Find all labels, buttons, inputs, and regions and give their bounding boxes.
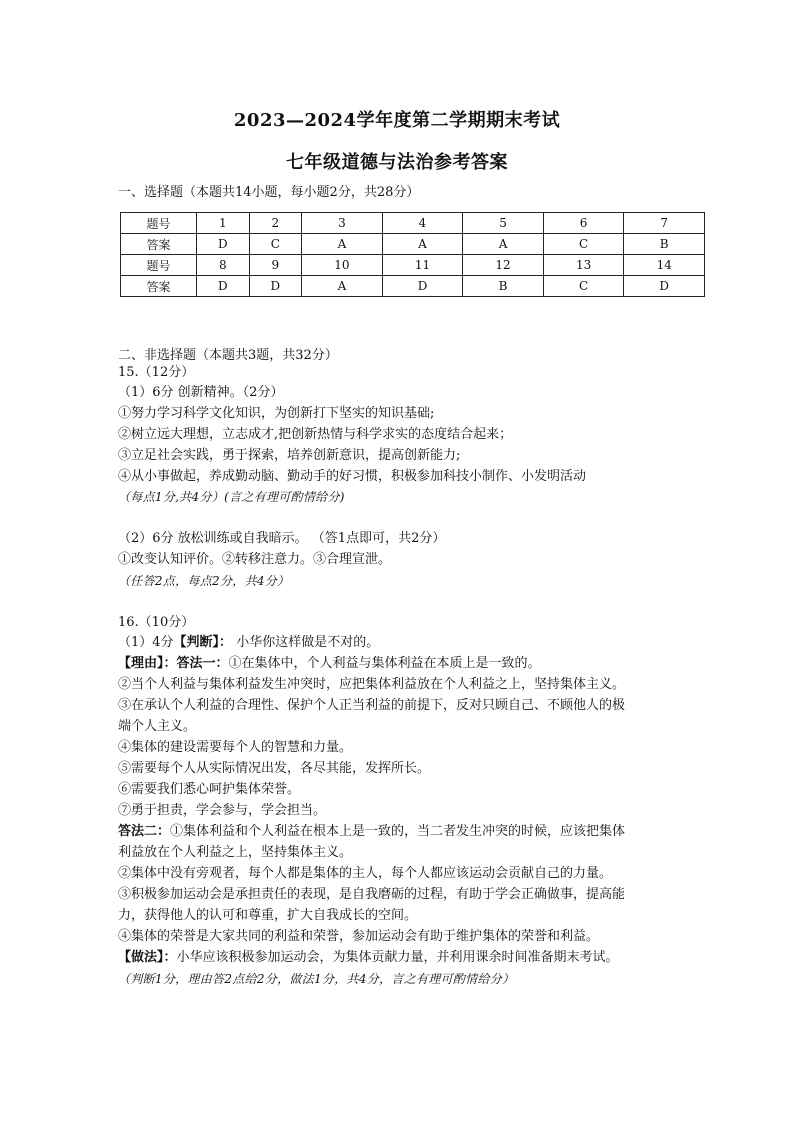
q16-way2-item: ③积极参加运动会是承担责任的表现，是自我磨砺的过程，有助于学会正确做事，提高能 [118, 887, 626, 902]
question-number-cell: 10 [302, 255, 383, 276]
answer-cell: D [382, 276, 463, 297]
q16-reason-first: ①在集体中，个人利益与集体利益在本质上是一致的。 [228, 656, 541, 671]
answer-cell: A [302, 276, 383, 297]
answer-cell: C [543, 276, 624, 297]
q16-way1-item: ⑦勇于担责，学会参与，学会担当。 [118, 803, 327, 818]
answer-cell: C [543, 234, 624, 255]
answer-table [120, 212, 705, 297]
q16-way2-first: ①集体利益和个人利益在根本上是一致的，当二者发生冲突的时候，应该把集体 [170, 824, 626, 839]
q16-way1-item: ④集体的建设需要每个人的智慧和力量。 [118, 740, 353, 755]
answer-cell: B [624, 234, 705, 255]
q16-scoring-note: （判断1分，理由答2点给2分，做法1分，共4分，言之有理可酌情给分） [118, 972, 515, 986]
q15-part2-scoring-note: （任答2点，每点2分，共4分） [118, 574, 290, 588]
answer-cell: D [249, 276, 302, 297]
row-header-cell: 题号 [121, 255, 197, 276]
q16-judgement-text: 小华你这样做是不对的。 [232, 635, 380, 650]
q15-heading: 15.（12分） [118, 365, 195, 380]
question-number-cell: 1 [197, 213, 250, 234]
q16-method-line [118, 949, 619, 967]
q16-way2-item: 利益放在个人利益之上，坚持集体主义。 [118, 845, 353, 860]
q16-heading: 16.（10分） [118, 615, 195, 630]
answer-cell: A [382, 234, 463, 255]
q15-part1-item: ④从小事做起，养成勤动脑、勤动手的好习惯，积极参加科技小制作、小发明活动 [118, 469, 587, 484]
q16-reason-line [118, 655, 541, 673]
q16-way2-item: ②集体中没有旁观者，每个人都是集体的主人，每个人都应该运动会贡献自己的力量。 [118, 866, 613, 881]
q16-method-label: 【做法】： [118, 950, 177, 965]
q16-reason-label: 【理由】：答法一： [118, 656, 229, 671]
question-number-cell: 8 [197, 255, 250, 276]
question-number-cell: 13 [543, 255, 624, 276]
q15-part2: （2）6分 放松训练或自我暗示。 （答1点即可，共2分） [118, 531, 446, 546]
q16-judgement-score: （1）4分 [118, 635, 174, 650]
q16-way2-label: 答法二： [118, 824, 171, 839]
question-number-cell: 11 [382, 255, 463, 276]
question-number-row [121, 255, 705, 276]
q15-part1: （1）6分 创新精神。（2分） [118, 385, 284, 400]
question-number-cell: 2 [249, 213, 302, 234]
q16-way1-item: 端个人主义。 [118, 719, 197, 734]
answer-row [121, 276, 705, 297]
question-number-row [121, 213, 705, 234]
q16-judgement-label: 【判断】： [173, 635, 233, 650]
q16-way2-line [118, 823, 625, 841]
answer-row [121, 234, 705, 255]
question-number-cell: 14 [624, 255, 705, 276]
question-number-cell: 12 [463, 255, 544, 276]
q16-way2-item: ④集体的荣誉是大家共同的利益和荣誉，参加运动会有助于维护集体的荣誉和利益。 [118, 929, 600, 944]
q16-way2-item: 力，获得他人的认可和尊重，扩大自我成长的空间。 [118, 908, 418, 923]
answer-cell: C [249, 234, 302, 255]
section-choice-heading: 一、选择题（本题共14小题，每小题2分，共28分） [118, 185, 420, 200]
exam-subtitle: 七年级道德与法治参考答案 [286, 152, 508, 173]
q16-way1-item: ⑤需要每个人从实际情况出发，各尽其能，发挥所长。 [118, 761, 431, 776]
q15-part1-item: ③立足社会实践，勇于探索，培养创新意识，提高创新能力; [118, 448, 461, 463]
answer-cell: D [197, 276, 250, 297]
question-number-cell: 6 [543, 213, 624, 234]
q16-way1-item: ⑥需要我们悉心呵护集体荣誉。 [118, 782, 301, 797]
row-header-cell: 答案 [121, 234, 197, 255]
q16-way1-item: ③在承认个人利益的合理性、保护个人正当利益的前提下，反对只顾自己、不顾他人的极 [118, 698, 626, 713]
q16-way1-item: ②当个人利益与集体利益发生冲突时，应把集体利益放在个人利益之上，坚持集体主义。 [118, 677, 626, 692]
question-number-cell: 3 [302, 213, 383, 234]
q16-method-text: 小华应该积极参加运动会，为集体贡献力量，并利用课余时间准备期末考试。 [176, 950, 619, 965]
q15-part1-item: ②树立远大理想，立志成才,把创新热情与科学求实的态度结合起来； [118, 427, 513, 442]
question-number-cell: 4 [382, 213, 463, 234]
q15-part1-scoring-note: （每点1分,共4分）(言之有理可酌情给分) [118, 490, 345, 504]
question-number-cell: 9 [249, 255, 302, 276]
q15-part2-items: ①改变认知评价。②转移注意力。③合理宣泄。 [118, 552, 392, 567]
q15-part1-item: ①努力学习科学文化知识，为创新打下坚实的知识基础; [118, 406, 435, 421]
section-nonchoice-heading: 二、非选择题（本题共3题，共32分） [118, 348, 338, 363]
question-number-cell: 7 [624, 213, 705, 234]
answer-cell: D [624, 276, 705, 297]
answer-cell: A [463, 234, 544, 255]
question-number-cell: 5 [463, 213, 544, 234]
exam-title: 2023—2024学年度第二学期期末考试 [233, 110, 561, 131]
answer-cell: D [197, 234, 250, 255]
answer-cell: A [302, 234, 383, 255]
q16-judgement [118, 634, 379, 652]
answer-cell: B [463, 276, 544, 297]
row-header-cell: 题号 [121, 213, 197, 234]
row-header-cell: 答案 [121, 276, 197, 297]
